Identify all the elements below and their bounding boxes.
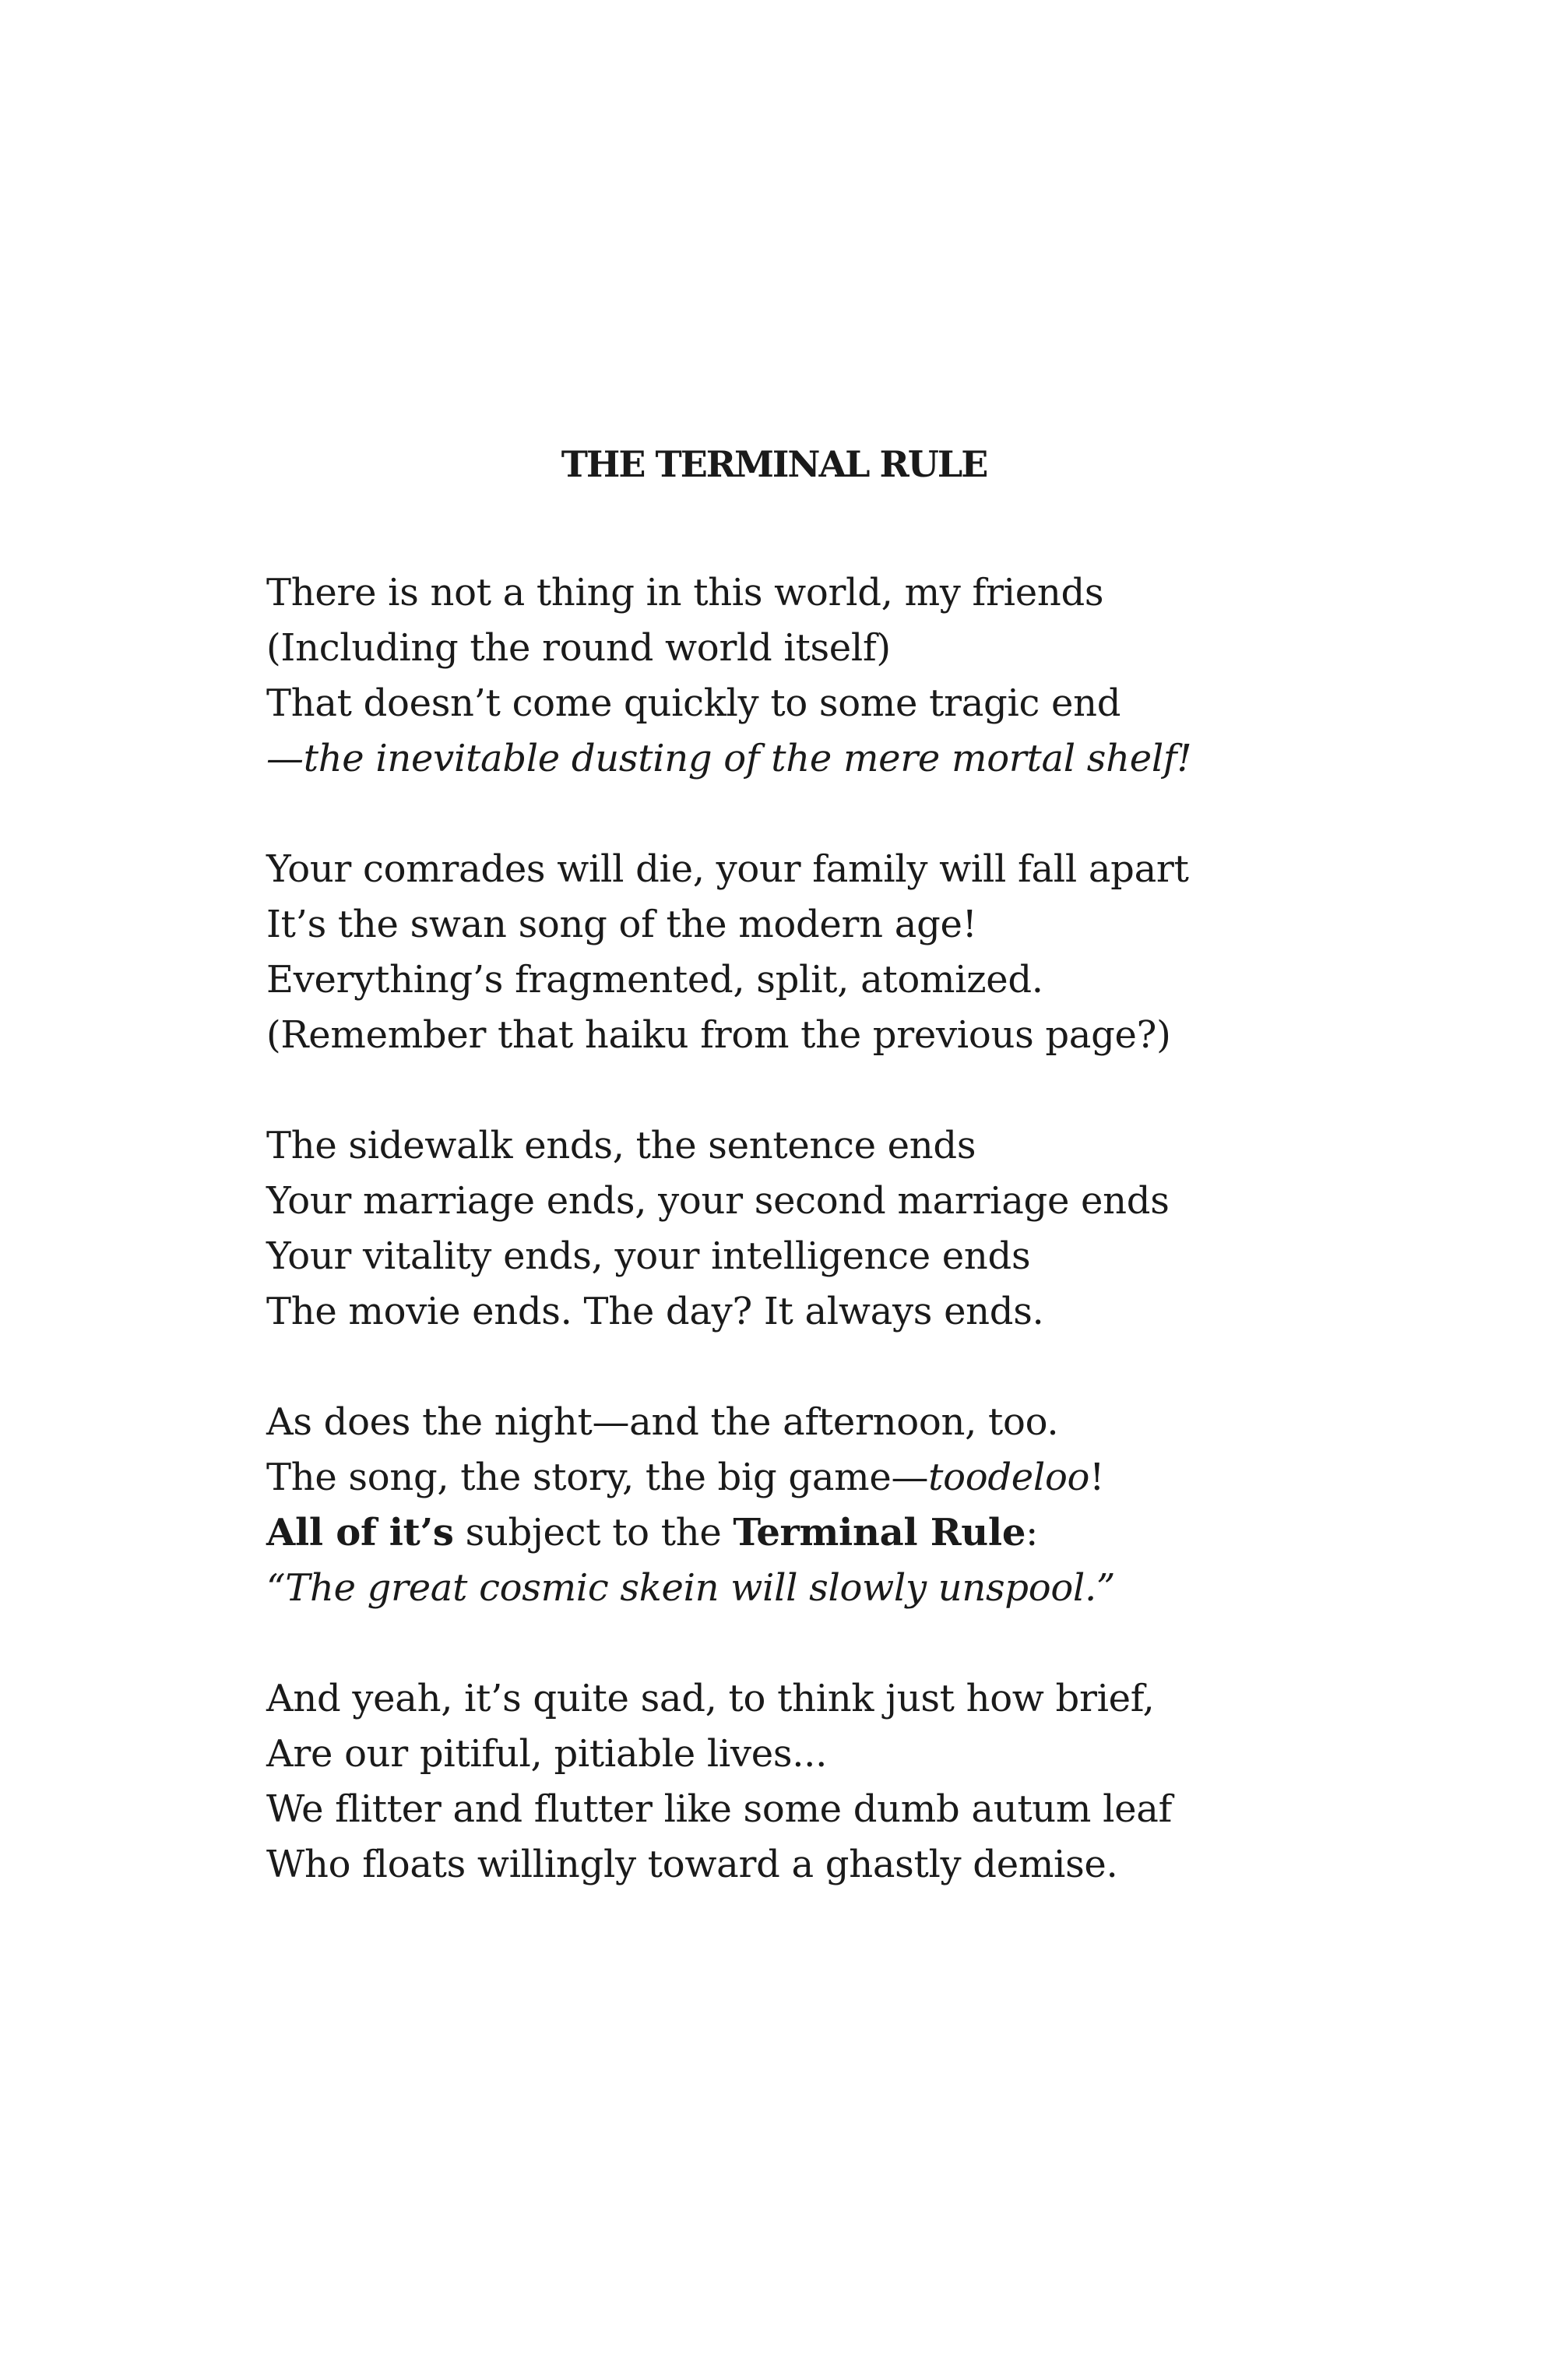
stanza-4 bbox=[266, 1395, 1434, 1616]
poem-line: Are our pitiful, pitiable lives... bbox=[266, 1732, 828, 1776]
poem-line: We flitter and flutter like some dumb autum leaf bbox=[266, 1787, 1173, 1831]
line-segment-italic: toodeloo bbox=[928, 1456, 1090, 1499]
poem-line: It’s the swan song of the modern age! bbox=[266, 903, 977, 946]
poem-line bbox=[266, 1450, 1434, 1505]
poem-line: “The great cosmic skein will slowly unspool.” bbox=[266, 1566, 1116, 1610]
stanza-3 bbox=[266, 1118, 1434, 1340]
line-segment-bold: Terminal Rule bbox=[733, 1511, 1026, 1554]
poem-body bbox=[266, 565, 1434, 1948]
poem-line: The sidewalk ends, the sentence ends bbox=[266, 1124, 976, 1167]
poem-line: As does the night—and the afternoon, too. bbox=[266, 1400, 1059, 1444]
line-segment: : bbox=[1026, 1511, 1038, 1554]
poem-line: Your comrades will die, your family will fall apart bbox=[266, 847, 1189, 891]
poem-line: And yeah, it’s quite sad, to think just how brief, bbox=[266, 1677, 1155, 1720]
poem-line: —the inevitable dusting of the mere mortal shelf! bbox=[266, 737, 1192, 780]
line-segment: subject to the bbox=[453, 1511, 734, 1554]
line-segment: ! bbox=[1089, 1456, 1105, 1499]
line-segment: The song, the story, the big game— bbox=[266, 1456, 929, 1499]
poem-line: The movie ends. The day? It always ends. bbox=[266, 1290, 1044, 1333]
poem-line: Your marriage ends, your second marriage ends bbox=[266, 1179, 1170, 1223]
stanza-5 bbox=[266, 1671, 1434, 1892]
poem-line: (Including the round world itself) bbox=[266, 626, 891, 670]
poem-line: Everything’s fragmented, split, atomized. bbox=[266, 958, 1043, 1002]
poem-line: Who floats willingly toward a ghastly demise. bbox=[266, 1843, 1118, 1886]
stanza-2 bbox=[266, 842, 1434, 1063]
stanza-1 bbox=[266, 565, 1434, 787]
poem-line bbox=[266, 1505, 1434, 1561]
poem-line: That doesn’t come quickly to some tragic end bbox=[266, 681, 1121, 725]
poem-line: Your vitality ends, your intelligence ends bbox=[266, 1234, 1031, 1278]
poem-line: There is not a thing in this world, my friends bbox=[266, 571, 1104, 614]
poem-line: (Remember that haiku from the previous page?) bbox=[266, 1013, 1171, 1057]
line-segment-bold: All of it’s bbox=[266, 1511, 454, 1554]
poem-title: THE TERMINAL RULE bbox=[561, 443, 987, 485]
